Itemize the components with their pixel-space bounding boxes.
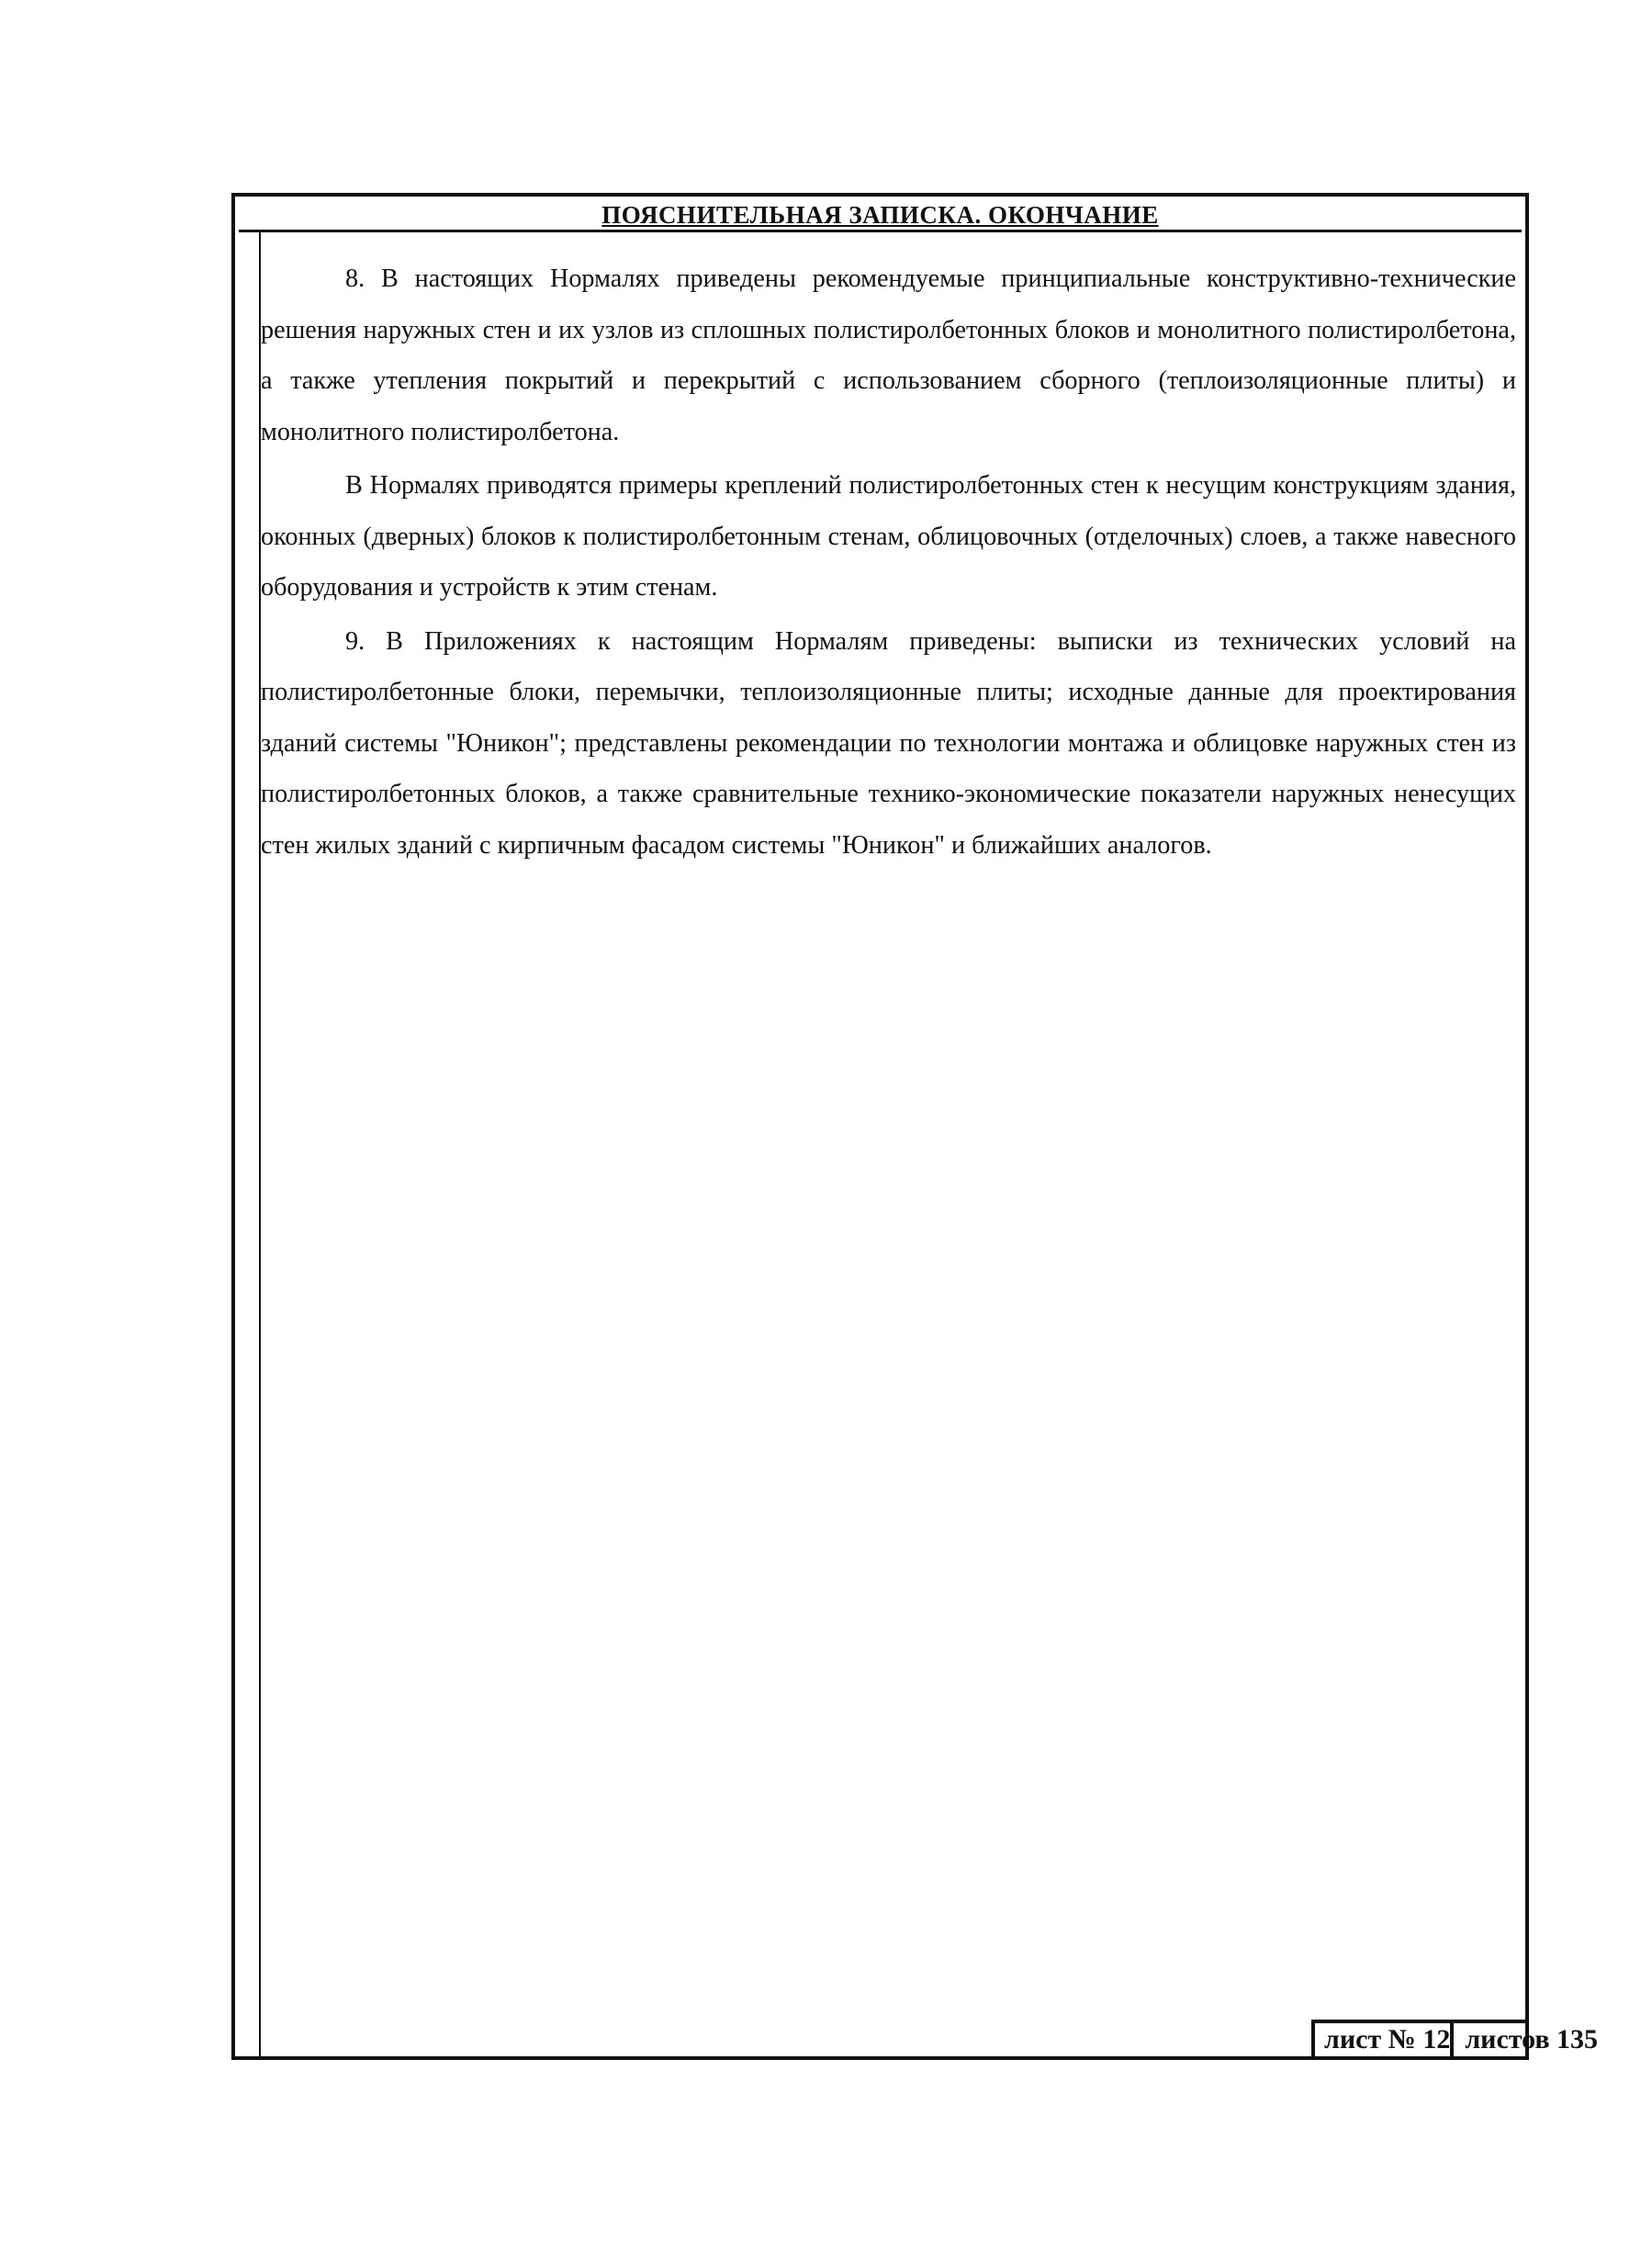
paragraph-8: 8. В настоящих Нормалях приведены рекомендуемые принципиальные конструктивно-технические решения наружных стен и их узлов из сплошных полистиролбетонных блоков и монолитного полистиролбетона, а также утепления покрытий и перекрытий с использованием сборного (теплоизоляционные плиты) и монолитного полистиролбетона. [261,264,1516,446]
body-text [261,253,1516,871]
title-block-stamp [1311,2020,1599,2060]
sheets-total: листов 135 [1465,2024,1599,2054]
page-title: ПОЯСНИТЕЛЬНАЯ ЗАПИСКА. ОКОНЧАНИЕ [239,200,1522,232]
sheet-number: лист № 12 [1315,2023,1454,2056]
paragraph-8-continued: В Нормалях приводятся примеры креплений полистиролбетонных стен к несущим конструкциям здания, оконных (дверных) блоков к полистиролбетонным стенам, облицовочных (отделочных) слоев, а также навесного оборудования и устройств к этим стенам. [261,471,1516,602]
paragraph-9: 9. В Приложениях к настоящим Нормалям приведены: выписки из технических условий на полистиролбетонные блоки, перемычки, теплоизоляционные плиты; исходные данные для проектирования зданий системы "Юникон"; представлены рекомендации по технологии монтажа и облицовке наружных стен из полистиролбетонных блоков, а также сравнительные технико-экономические показатели наружных ненесущих стен жилых зданий с кирпичным фасадом системы "Юникон" и ближайших аналогов. [261,626,1516,860]
page-frame [231,193,1599,2060]
